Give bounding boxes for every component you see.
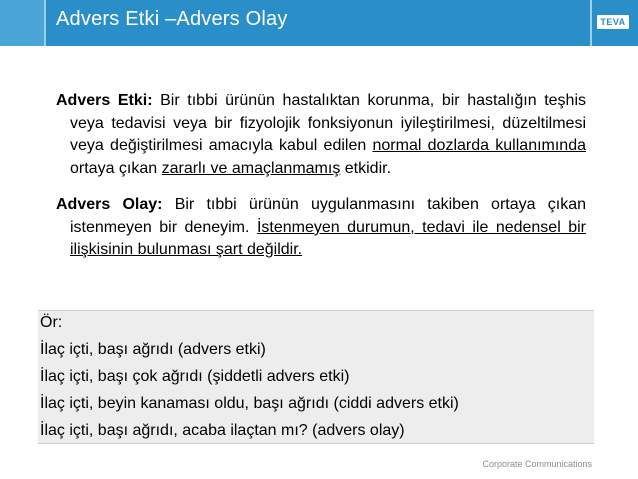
header-left-stripe (0, 0, 44, 46)
adverse-effect-underline-2: zararlı ve amaçlanmamış (161, 159, 341, 177)
adverse-event-underline-1: İstenmeyen durumun, tedavi ile nedensel bir ilişkisinin bulunması şart değildir. (70, 218, 587, 258)
page-title: Advers Etki –Advers Olay (56, 8, 288, 30)
adverse-effect-text-3: etkidir. (340, 159, 392, 177)
adverse-effect-underline-1: normal dozlarda kullanımında (372, 137, 587, 154)
header-right-divider (590, 0, 592, 46)
term-adverse-event: Advers Olay: (56, 196, 163, 213)
term-adverse-effect: Advers Etki: (56, 92, 153, 109)
definition-adverse-effect (56, 90, 586, 180)
teva-logo (598, 10, 628, 34)
example-line: İlaç içti, başı ağrıdı (advers etki) (40, 341, 266, 358)
footer-text: Corporate Communications (482, 459, 592, 469)
definition-adverse-event (56, 194, 586, 262)
example-line: İlaç içti, beyin kanaması oldu, başı ağrıdı (ciddi advers etki) (40, 395, 459, 412)
adverse-effect-text-1: Bir tıbbi ürünün hastalıktan korunma, bir hastalığın teşhis veya tedavisi veya bir fizyolojik fonksiyonun iyileştirilmesi, düzeltilmesi veya değiştirilmesi amacıyla kabul edilen (70, 92, 586, 154)
header-divider (44, 0, 46, 46)
adverse-effect-text-2: ortaya çıkan (70, 159, 162, 177)
example-line: İlaç içti, başı çok ağrıdı (şiddetli advers etki) (40, 368, 350, 385)
example-line: İlaç içti, başı ağrıdı, acaba ilaçtan mı? (advers olay) (40, 422, 405, 439)
adverse-event-text-1: Bir tıbbi ürünün uygulanmasını takiben ortaya çıkan istenmeyen bir deneyim. (70, 196, 586, 236)
examples-heading: Ör: (40, 314, 63, 331)
definitions-body (56, 90, 586, 262)
header-bar (0, 0, 638, 46)
logo-text: TEVA (597, 15, 628, 29)
